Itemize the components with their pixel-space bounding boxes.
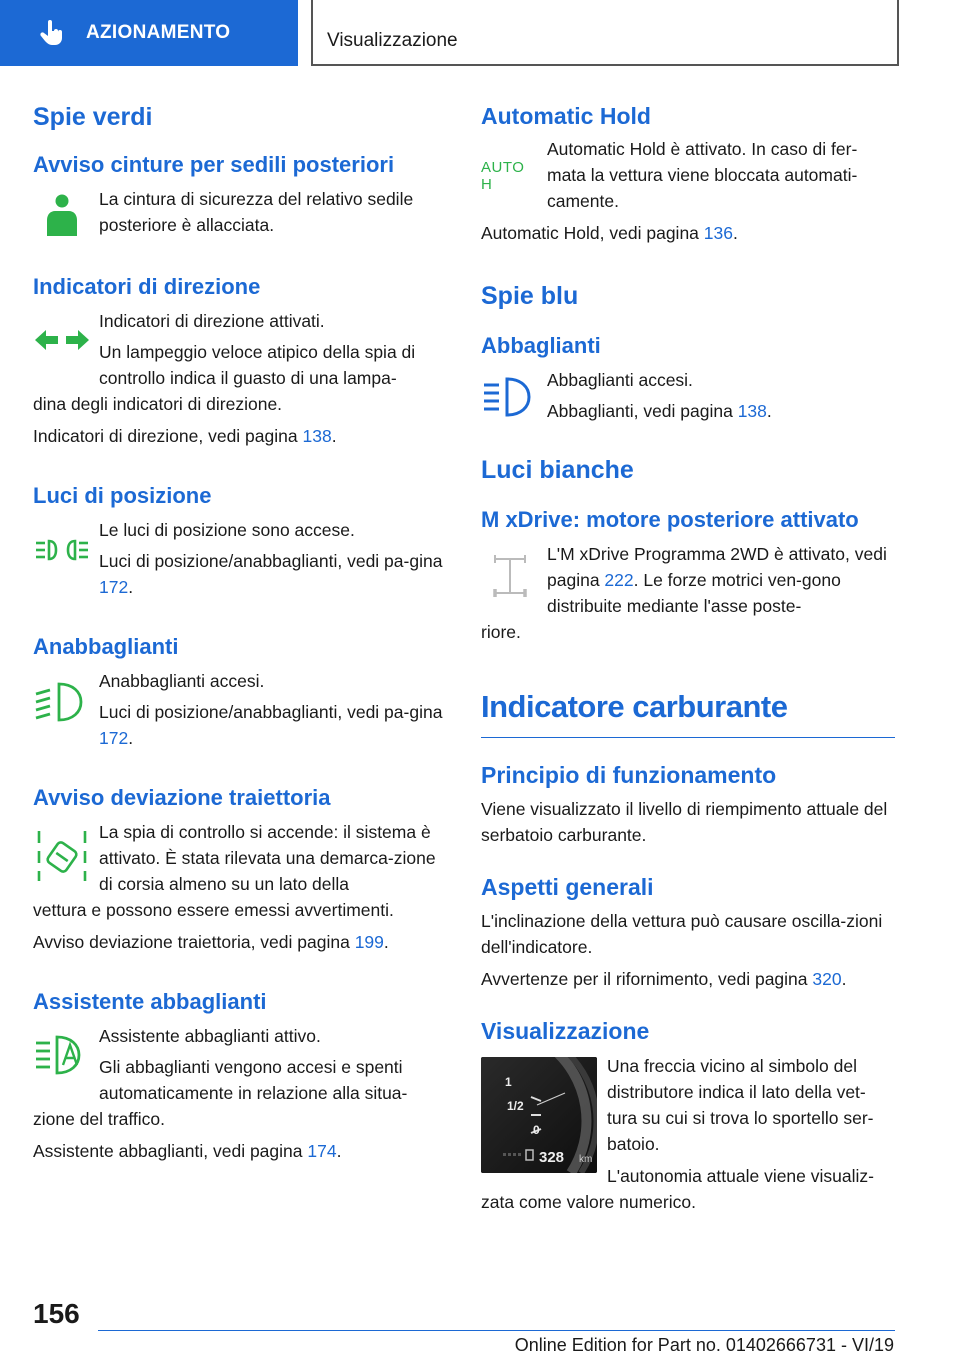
left-column bbox=[33, 100, 443, 1164]
high-beam-item bbox=[481, 367, 895, 431]
xdrive-title: M xDrive: motore posteriore attivato bbox=[481, 507, 859, 532]
high-assist-line1: Assistente abbaglianti attivo. bbox=[99, 1026, 321, 1046]
lane-line1-lead: La spia di controllo si accende: il sistema è attivato. È stata rilevata una demarca-zione di corsia almeno su un lato della bbox=[99, 822, 436, 894]
chapter-tab-label: AZIONAMENTO bbox=[86, 22, 231, 43]
chapter-title: Indicatore carburante bbox=[481, 689, 788, 724]
section-title-green: Spie verdi bbox=[33, 103, 153, 131]
display-line1: Una freccia vicino al simbolo del distributore indica il lato della vet-tura su cui si trova lo sportello ser-batoio. bbox=[607, 1056, 874, 1154]
high-beam-icon bbox=[481, 371, 539, 427]
gauge-unit: km bbox=[579, 1154, 593, 1165]
low-beam-item bbox=[33, 668, 443, 751]
auto-hold-ref-link[interactable]: 136 bbox=[703, 223, 733, 243]
general-ref-link[interactable]: 320 bbox=[812, 969, 842, 989]
principle-title: Principio di funzionamento bbox=[481, 762, 777, 788]
display-item bbox=[481, 1053, 895, 1215]
position-title: Luci di posizione bbox=[33, 483, 212, 508]
chapter-rule bbox=[481, 737, 895, 738]
footer-edition: Online Edition for Part no. 01402666731 - VI/19 bbox=[514, 1335, 894, 1355]
turn-line2-lead: Un lampeggio veloce atipico della spia di controllo indica il guasto di una lampa- bbox=[99, 342, 416, 388]
high-beam-line1: Abbaglianti accesi. bbox=[547, 370, 693, 390]
right-column bbox=[481, 100, 895, 1215]
fuel-gauge-image bbox=[481, 1057, 597, 1173]
turn-ref-link[interactable]: 138 bbox=[302, 426, 332, 446]
auto-hold-line1: Automatic Hold è attivato. In caso di fer-mata la vettura viene bloccata automati-camente. bbox=[547, 139, 858, 211]
lane-departure-icon bbox=[33, 823, 91, 883]
high-assist-line2-tail: zione del traffico. bbox=[33, 1109, 165, 1129]
lane-item bbox=[33, 819, 443, 955]
turn-line2-tail: dina degli indicatori di direzione. bbox=[33, 394, 283, 414]
turn-title: Indicatori di direzione bbox=[33, 274, 261, 299]
turn-line1: Indicatori di direzione attivati. bbox=[99, 311, 325, 331]
general-title: Aspetti generali bbox=[481, 874, 654, 900]
high-beam-ref-link[interactable]: 138 bbox=[737, 401, 767, 421]
position-line1: Le luci di posizione sono accese. bbox=[99, 520, 355, 540]
page-number: 156 bbox=[33, 1298, 80, 1329]
hand-icon bbox=[38, 19, 66, 47]
auto-hold-title: Automatic Hold bbox=[481, 103, 651, 129]
footer-rule bbox=[98, 1330, 895, 1331]
position-item bbox=[33, 517, 443, 600]
section-tab-label: Visualizzazione bbox=[327, 30, 458, 51]
chapter-tab[interactable] bbox=[0, 0, 298, 66]
gauge-mark-half: 1/2 bbox=[507, 1099, 524, 1113]
principle-text: Viene visualizzato il livello di riempimento attuale del serbatoio carburante. bbox=[481, 799, 888, 845]
position-light-icon bbox=[33, 523, 91, 579]
rear-belts-title: Avviso cinture per sedili posteriori bbox=[33, 152, 395, 177]
turn-signal-icon bbox=[33, 312, 91, 368]
high-assist-item bbox=[33, 1023, 443, 1164]
high-assist-ref: Assistente abbaglianti, vedi pagina 174. bbox=[33, 1141, 342, 1161]
section-tab bbox=[311, 0, 899, 66]
xdrive-ref-link[interactable]: 222 bbox=[604, 570, 634, 590]
rear-belts-item bbox=[33, 186, 443, 238]
low-beam-title: Anabbaglianti bbox=[33, 634, 179, 659]
high-assist-line2-lead: Gli abbaglianti vengono accesi e spenti automaticamente in relazione alla situa- bbox=[99, 1057, 408, 1103]
rear-seatbelt-icon bbox=[33, 188, 91, 244]
section-title-white: Luci bianche bbox=[481, 456, 634, 484]
high-beam-title: Abbaglianti bbox=[481, 333, 601, 358]
gauge-mark-empty: 0 bbox=[533, 1123, 540, 1137]
xdrive-text-tail: riore. bbox=[481, 622, 521, 642]
low-beam-ref-link[interactable]: 172 bbox=[99, 728, 129, 748]
lane-ref-link[interactable]: 199 bbox=[354, 932, 384, 952]
section-title-blue: Spie blu bbox=[481, 282, 579, 310]
gauge-mark-full: 1 bbox=[505, 1075, 512, 1089]
page-header bbox=[0, 0, 960, 66]
low-beam-icon bbox=[33, 676, 91, 732]
general-ref: Avvertenze per il rifornimento, vedi pagina 320. bbox=[481, 969, 847, 989]
auto-hold-ref: Automatic Hold, vedi pagina 136. bbox=[481, 223, 738, 243]
xdrive-text-lead: L'M xDrive Programma 2WD è attivato, vedi pagina 222. Le forze motrici ven-gono distribuite mediante l'asse poste- bbox=[547, 544, 887, 616]
auto-hold-icon-label: AUTO H bbox=[481, 159, 525, 193]
low-beam-line1: Anabbaglianti accesi. bbox=[99, 671, 265, 691]
high-assist-ref-link[interactable]: 174 bbox=[307, 1141, 337, 1161]
display-line2-lead: L'autonomia attuale viene visualiz- bbox=[607, 1166, 874, 1186]
auto-hold-icon bbox=[481, 148, 539, 204]
rear-drive-icon bbox=[481, 551, 539, 601]
display-title: Visualizzazione bbox=[481, 1018, 650, 1044]
high-assist-title: Assistente abbaglianti bbox=[33, 989, 267, 1014]
turn-item bbox=[33, 308, 443, 449]
gauge-range: 328 bbox=[539, 1149, 565, 1166]
turn-ref: Indicatori di direzione, vedi pagina 138. bbox=[33, 426, 337, 446]
xdrive-item bbox=[481, 541, 895, 645]
display-line2-tail: zata come valore numerico. bbox=[481, 1192, 696, 1212]
low-beam-ref: Luci di posizione/anabbaglianti, vedi pa-gina 172. bbox=[99, 702, 443, 748]
position-ref: Luci di posizione/anabbaglianti, vedi pa-gina 172. bbox=[99, 551, 443, 597]
high-beam-ref: Abbaglianti, vedi pagina 138. bbox=[547, 401, 772, 421]
lane-line1-tail: vettura e possono essere emessi avvertimenti. bbox=[33, 900, 394, 920]
auto-hold-item bbox=[481, 136, 895, 246]
position-ref-link[interactable]: 172 bbox=[99, 577, 129, 597]
lane-title: Avviso deviazione traiettoria bbox=[33, 785, 331, 810]
high-beam-assistant-icon bbox=[33, 1029, 91, 1085]
general-text: L'inclinazione della vettura può causare oscilla-zioni dell'indicatore. bbox=[481, 911, 883, 957]
lane-ref: Avviso deviazione traiettoria, vedi pagina 199. bbox=[33, 932, 389, 952]
rear-belts-text: La cintura di sicurezza del relativo sedile posteriore è allacciata. bbox=[99, 189, 414, 235]
